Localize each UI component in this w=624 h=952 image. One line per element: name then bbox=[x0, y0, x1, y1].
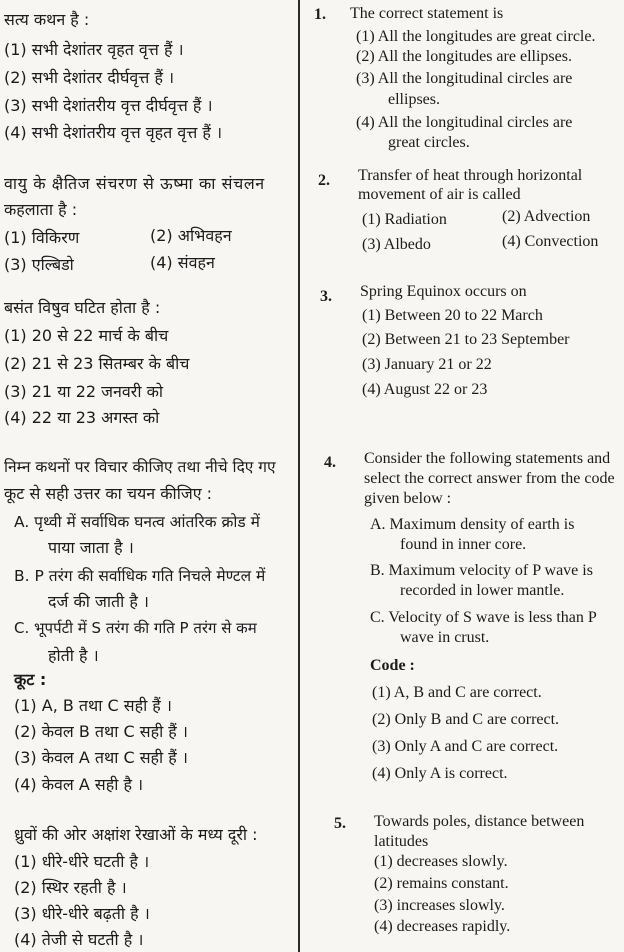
question-stem-cont: select the correct answer from the code bbox=[364, 470, 615, 487]
question-stem-cont: given below : bbox=[364, 490, 452, 507]
option-3: (3) धीरे-धीरे बढ़ती है । bbox=[14, 904, 150, 923]
question-number: 1. bbox=[314, 6, 326, 23]
option-1: (1) decreases slowly. bbox=[374, 853, 508, 870]
option-3-cont: ellipses. bbox=[388, 91, 440, 108]
column-divider bbox=[298, 0, 300, 952]
option-1: (1) Radiation bbox=[362, 211, 447, 228]
option-2: (2) remains constant. bbox=[374, 875, 509, 892]
option-4-cont: great circles. bbox=[388, 134, 470, 151]
option-1: (1) A, B and C are correct. bbox=[372, 684, 542, 701]
option-2: (2) All the longitudes are ellipses. bbox=[356, 48, 572, 65]
question-stem: ध्रुवों की ओर अक्षांश रेखाओं के मध्य दूरी : bbox=[14, 825, 258, 844]
option-1: (1) 20 से 22 मार्च के बीच bbox=[4, 326, 169, 345]
statement-c: C. Velocity of S wave is less than P bbox=[370, 609, 597, 626]
question-stem-cont: movement of air is called bbox=[358, 186, 521, 203]
question-stem: सत्य कथन है : bbox=[4, 10, 90, 29]
option-3: (3) केवल A तथा C सही हैं । bbox=[14, 748, 188, 767]
question-stem: Towards poles, distance between bbox=[374, 813, 585, 830]
statement-c: C. भूपर्पटी में S तरंग की गति P तरंग से कम bbox=[14, 619, 257, 637]
option-2: (2) अभिवहन bbox=[150, 226, 232, 245]
statement-a: A. Maximum density of earth is bbox=[370, 516, 575, 533]
question-stem: वायु के क्षैतिज संचरण से ऊष्मा का संचलन bbox=[4, 174, 265, 193]
option-3: (3) All the longitudinal circles are bbox=[356, 70, 573, 87]
option-4: (4) 22 या 23 अगस्त को bbox=[4, 408, 160, 427]
statement-a-cont: पाया जाता है । bbox=[48, 538, 134, 557]
statement-c-cont: होती है । bbox=[48, 646, 99, 665]
option-3: (3) Only A and C are correct. bbox=[372, 738, 559, 755]
option-3: (3) 21 या 22 जनवरी को bbox=[4, 382, 164, 401]
option-1: (1) All the longitudes are great circle. bbox=[356, 28, 596, 45]
option-4: (4) decreases rapidly. bbox=[374, 918, 511, 935]
statement-b-cont: recorded in lower mantle. bbox=[400, 582, 565, 599]
question-stem-cont: कहलाता है : bbox=[4, 200, 78, 219]
option-2: (2) केवल B तथा C सही हैं । bbox=[14, 722, 188, 741]
statement-b: B. P तरंग की सर्वाधिक गति निचले मेण्टल में bbox=[14, 567, 266, 585]
question-stem-cont: कूट से सही उत्तर का चयन कीजिए : bbox=[4, 484, 213, 503]
option-2: (2) Advection bbox=[502, 208, 591, 225]
statement-b: B. Maximum velocity of P wave is bbox=[370, 562, 593, 579]
option-2: (2) स्थिर रहती है । bbox=[14, 878, 127, 897]
statement-c-cont: wave in crust. bbox=[400, 629, 490, 646]
option-4: (4) सभी देशांतरीय वृत्त वृहत वृत्त हैं । bbox=[4, 123, 223, 142]
option-3: (3) सभी देशांतरीय वृत्त दीर्घवृत्त हैं । bbox=[4, 96, 213, 115]
question-stem-cont: latitudes bbox=[374, 833, 429, 850]
question-stem: बसंत विषुव घटित होता है : bbox=[4, 298, 161, 317]
option-2: (2) 21 से 23 सितम्बर के बीच bbox=[4, 354, 190, 373]
question-stem: निम्न कथनों पर विचार कीजिए तथा नीचे दिए गए bbox=[4, 458, 276, 476]
option-1: (1) सभी देशांतर वृहत वृत्त हैं । bbox=[4, 40, 184, 59]
statement-a-cont: found in inner core. bbox=[400, 536, 527, 553]
option-2: (2) Only B and C are correct. bbox=[372, 711, 560, 728]
option-4: (4) केवल A सही है । bbox=[14, 775, 144, 794]
option-1: (1) धीरे-धीरे घटती है । bbox=[14, 852, 150, 871]
option-1: (1) Between 20 to 22 March bbox=[362, 307, 543, 324]
option-1: (1) विकिरण bbox=[4, 228, 80, 247]
question-number: 2. bbox=[318, 172, 330, 189]
option-4: (4) August 22 or 23 bbox=[362, 381, 488, 398]
question-number: 5. bbox=[334, 815, 346, 832]
option-3: (3) January 21 or 22 bbox=[362, 356, 492, 373]
question-stem: Spring Equinox occurs on bbox=[360, 283, 527, 300]
statement-b-cont: दर्ज की जाती है । bbox=[48, 592, 149, 611]
code-label: Code : bbox=[370, 657, 415, 674]
option-2: (2) Between 21 to 23 September bbox=[362, 331, 570, 348]
question-number: 3. bbox=[320, 288, 332, 305]
option-3: (3) एल्बिडो bbox=[4, 255, 74, 274]
option-2: (2) सभी देशांतर दीर्घवृत्त हैं । bbox=[4, 68, 175, 87]
code-label: कूट : bbox=[14, 670, 47, 689]
option-4: (4) तेजी से घटती है । bbox=[14, 930, 144, 949]
option-4: (4) Convection bbox=[502, 233, 599, 250]
option-4: (4) All the longitudinal circles are bbox=[356, 114, 573, 131]
option-3: (3) Albedo bbox=[362, 236, 431, 253]
question-stem: The correct statement is bbox=[350, 5, 504, 22]
question-stem: Consider the following statements and bbox=[364, 450, 611, 467]
option-4: (4) संवहन bbox=[150, 253, 215, 272]
option-3: (3) increases slowly. bbox=[374, 897, 505, 914]
option-4: (4) Only A is correct. bbox=[372, 765, 508, 782]
question-number: 4. bbox=[324, 454, 336, 471]
question-stem: Transfer of heat through horizontal bbox=[358, 167, 583, 184]
statement-a: A. पृथ्वी में सर्वाधिक घनत्व आंतरिक क्रोड में bbox=[14, 513, 260, 531]
option-1: (1) A, B तथा C सही हैं । bbox=[14, 696, 172, 715]
